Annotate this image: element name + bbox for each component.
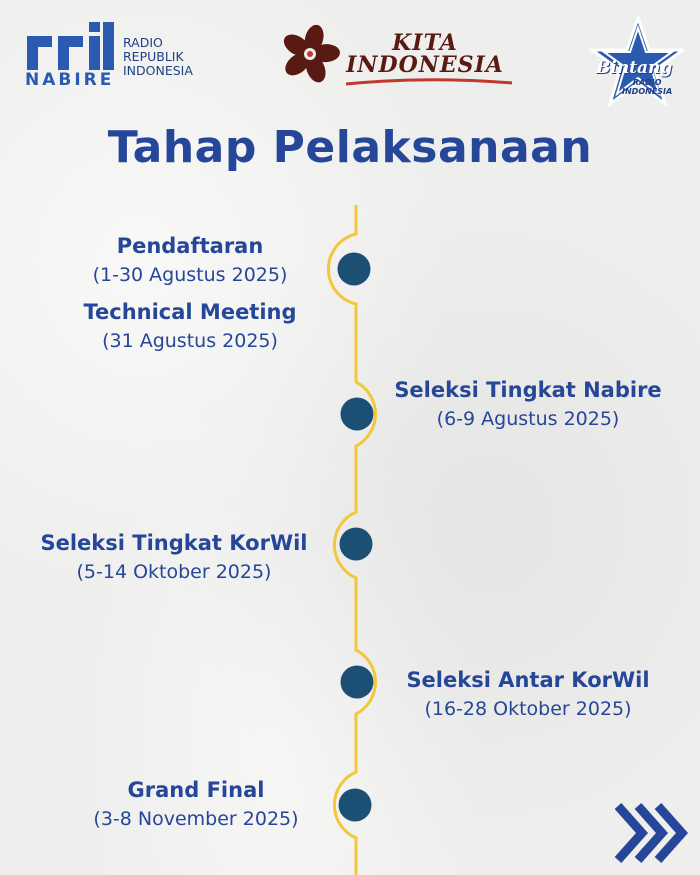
kita-word: KITA bbox=[392, 30, 458, 56]
timeline-node-3 bbox=[340, 528, 373, 561]
event-title: Technical Meeting bbox=[83, 300, 297, 324]
event-date: (1-30 Agustus 2025) bbox=[92, 264, 288, 286]
timeline-event-pendaftaran bbox=[40, 234, 340, 286]
timeline-node-1 bbox=[338, 253, 371, 286]
double-chevron-right-icon bbox=[612, 800, 692, 866]
page-title: Tahap Pelaksanaan bbox=[107, 122, 593, 173]
timeline-event-seleksi-antar-korwil bbox=[378, 668, 678, 720]
timeline-event-grand-final bbox=[46, 778, 346, 830]
event-title: Seleksi Antar KorWil bbox=[406, 668, 650, 692]
event-date: (16-28 Oktober 2025) bbox=[424, 698, 632, 720]
timeline-event-seleksi-korwil bbox=[24, 531, 324, 583]
timeline-node-4 bbox=[341, 666, 374, 699]
rri-full-name: RADIO REPUBLIK INDONESIA bbox=[123, 35, 193, 78]
event-title: Seleksi Tingkat Nabire bbox=[394, 378, 662, 402]
bintang-word: Bintang bbox=[596, 58, 673, 78]
event-title: Seleksi Tingkat KorWil bbox=[40, 531, 308, 555]
event-date: (6-9 Agustus 2025) bbox=[436, 408, 620, 430]
event-date: (31 Agustus 2025) bbox=[102, 330, 278, 352]
event-title: Pendaftaran bbox=[116, 234, 264, 258]
event-date: (3-8 November 2025) bbox=[93, 808, 299, 830]
timeline-node-2 bbox=[341, 398, 374, 431]
event-date: (5-14 Oktober 2025) bbox=[76, 561, 272, 583]
indonesia-word: INDONESIA bbox=[346, 52, 504, 78]
bintang-sub-radio: RADIO bbox=[632, 78, 662, 87]
timeline-event-technical-meeting bbox=[40, 300, 340, 352]
rri-station-name: NABIRE bbox=[25, 70, 115, 90]
event-title: Grand Final bbox=[127, 778, 265, 802]
timeline-event-seleksi-nabire bbox=[378, 378, 678, 430]
bintang-sub-indonesia: INDONESIA bbox=[622, 87, 673, 96]
